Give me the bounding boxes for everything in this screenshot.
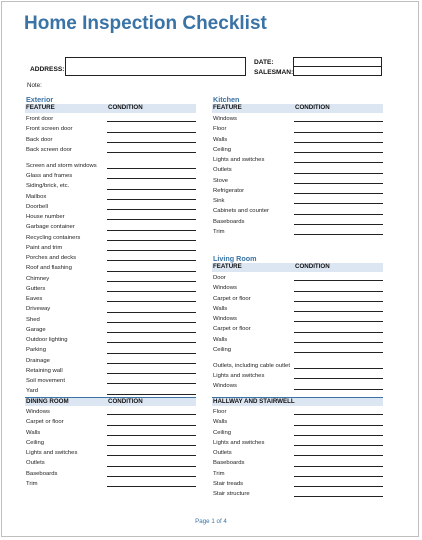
condition-line[interactable] xyxy=(294,224,383,225)
feature-label: Outlets xyxy=(213,450,232,457)
address-field[interactable] xyxy=(65,57,246,76)
checklist-row xyxy=(25,201,196,211)
condition-line[interactable] xyxy=(107,168,196,169)
feature-label: Recycling containers xyxy=(26,234,81,241)
checklist-row xyxy=(212,303,383,313)
feature-label: Trim xyxy=(26,480,38,487)
feature-label: Roof and flashing xyxy=(26,265,72,272)
feature-label: Walls xyxy=(213,336,228,343)
condition-line[interactable] xyxy=(107,132,196,133)
checklist-row xyxy=(212,416,383,426)
condition-line[interactable] xyxy=(107,312,196,313)
checklist-row xyxy=(25,427,196,437)
checklist-row xyxy=(25,180,196,190)
condition-line[interactable] xyxy=(107,353,196,354)
kitchen-header xyxy=(212,104,383,113)
kitchen-rows xyxy=(212,113,383,236)
exterior-rows xyxy=(25,113,196,396)
feature-label: Outlets xyxy=(213,167,232,174)
checklist-row xyxy=(25,191,196,201)
checklist-row xyxy=(25,232,196,242)
kitchen-section xyxy=(212,104,383,236)
feature-header: FEATURE xyxy=(213,263,242,270)
feature-label: Floor xyxy=(213,409,227,416)
condition-line[interactable] xyxy=(107,322,196,323)
feature-label: Windows xyxy=(213,316,237,323)
address-label: ADDRESS: xyxy=(30,66,65,73)
condition-line[interactable] xyxy=(107,291,196,292)
checklist-row xyxy=(25,365,196,375)
condition-line[interactable] xyxy=(107,486,196,487)
checklist-row xyxy=(212,313,383,323)
checklist-row xyxy=(212,282,383,292)
checklist-row xyxy=(212,427,383,437)
checklist-row xyxy=(25,242,196,252)
living-rows xyxy=(212,272,383,391)
salesman-label: SALESMAN: xyxy=(254,69,294,76)
feature-label: Baseboards xyxy=(213,460,245,467)
condition-line[interactable] xyxy=(294,280,383,281)
condition-line[interactable] xyxy=(107,121,196,122)
exterior-header xyxy=(25,104,196,113)
feature-label: Ceiling xyxy=(213,346,232,353)
condition-line[interactable] xyxy=(107,476,196,477)
feature-label: Walls xyxy=(213,419,228,426)
checklist-row xyxy=(212,447,383,457)
feature-label: Stove xyxy=(213,177,229,184)
condition-line[interactable] xyxy=(107,271,196,272)
feature-label: Stair treads xyxy=(213,480,244,487)
dining-section xyxy=(25,397,196,488)
feature-label: Shed xyxy=(26,316,40,323)
checklist-row xyxy=(25,221,196,231)
condition-line[interactable] xyxy=(107,199,196,200)
feature-label: Chimney xyxy=(26,275,50,282)
condition-line[interactable] xyxy=(294,162,383,163)
condition-line[interactable] xyxy=(294,203,383,204)
feature-label: Soil movement xyxy=(26,378,65,385)
feature-label: Outlets, including cable outlet xyxy=(213,362,290,369)
condition-line[interactable] xyxy=(107,230,196,231)
date-label: DATE: xyxy=(254,59,274,66)
condition-line[interactable] xyxy=(294,301,383,302)
feature-label: Outdoor lighting xyxy=(26,337,68,344)
condition-line[interactable] xyxy=(294,121,383,122)
checklist-row xyxy=(212,154,383,164)
checklist-row xyxy=(212,164,383,174)
checklist-row xyxy=(25,262,196,272)
condition-line[interactable] xyxy=(107,455,196,456)
checklist-row xyxy=(212,216,383,226)
page-title: Home Inspection Checklist xyxy=(24,13,267,34)
feature-label: Garage xyxy=(26,326,46,333)
checklist-row xyxy=(25,406,196,416)
feature-label: Carpet or floor xyxy=(26,419,64,426)
checklist-row xyxy=(25,334,196,344)
condition-line[interactable] xyxy=(294,142,383,143)
condition-line[interactable] xyxy=(294,173,383,174)
feature-header: FEATURE xyxy=(26,104,55,111)
exterior-section xyxy=(25,104,196,396)
note-label: Note: xyxy=(27,82,42,89)
feature-header: FEATURE xyxy=(213,104,242,111)
feature-label: Paint and trim xyxy=(26,244,63,251)
feature-label: Door xyxy=(213,275,226,282)
checklist-row xyxy=(212,293,383,303)
checklist-row xyxy=(212,437,383,447)
hallway-rows xyxy=(212,406,383,498)
condition-line[interactable] xyxy=(107,363,196,364)
condition-line[interactable] xyxy=(294,234,383,235)
checklist-row xyxy=(212,354,383,370)
condition-line[interactable] xyxy=(107,342,196,343)
feature-label: Back screen door xyxy=(26,146,72,153)
checklist-row xyxy=(212,334,383,344)
condition-line[interactable] xyxy=(107,332,196,333)
feature-label: Drainage xyxy=(26,357,50,364)
checklist-row xyxy=(25,437,196,447)
condition-line[interactable] xyxy=(294,132,383,133)
feature-label: Baseboards xyxy=(26,470,58,477)
checklist-row xyxy=(25,144,196,154)
feature-label: Eaves xyxy=(26,296,43,303)
condition-line[interactable] xyxy=(107,250,196,251)
condition-header: CONDITION xyxy=(295,263,330,270)
feature-label: Parking xyxy=(26,347,46,354)
checklist-row xyxy=(212,457,383,467)
feature-label: Glass and frames xyxy=(26,173,73,180)
feature-label: Walls xyxy=(213,136,228,143)
checklist-row xyxy=(25,314,196,324)
condition-line[interactable] xyxy=(107,414,196,415)
checklist-row xyxy=(25,252,196,262)
hallway-header xyxy=(212,397,383,406)
page-footer: Page 1 of 4 xyxy=(195,518,227,525)
feature-label: Lights and switches xyxy=(213,373,265,380)
condition-line[interactable] xyxy=(294,321,383,322)
checklist-row xyxy=(25,293,196,303)
feature-label: Windows xyxy=(26,409,50,416)
feature-label: Ceiling xyxy=(213,429,232,436)
checklist-row xyxy=(212,478,383,488)
condition-line[interactable] xyxy=(107,219,196,220)
checklist-row xyxy=(25,457,196,467)
feature-label: Refrigerator xyxy=(213,187,245,194)
condition-line[interactable] xyxy=(294,496,383,497)
condition-line[interactable] xyxy=(294,466,383,467)
condition-line[interactable] xyxy=(107,435,196,436)
condition-line[interactable] xyxy=(107,383,196,384)
feature-label: Lights and switches xyxy=(213,439,265,446)
condition-line[interactable] xyxy=(294,193,383,194)
condition-line[interactable] xyxy=(107,240,196,241)
checklist-row xyxy=(212,185,383,195)
checklist-row xyxy=(212,344,383,354)
living-header xyxy=(212,263,383,272)
checklist-row xyxy=(25,113,196,123)
condition-line[interactable] xyxy=(294,183,383,184)
feature-label: Sink xyxy=(213,198,225,205)
feature-label: Walls xyxy=(26,429,41,436)
checklist-row xyxy=(212,323,383,333)
hallway-title: HALLWAY AND STAIRWELL xyxy=(213,398,295,405)
checklist-row xyxy=(212,226,383,236)
checklist-row xyxy=(25,211,196,221)
condition-line[interactable] xyxy=(294,389,383,390)
checklist-row xyxy=(212,488,383,498)
checklist-row xyxy=(212,195,383,205)
condition-line[interactable] xyxy=(294,291,383,292)
feature-label: Gutters xyxy=(26,285,46,292)
condition-line[interactable] xyxy=(107,301,196,302)
condition-line[interactable] xyxy=(294,332,383,333)
dining-header xyxy=(25,397,196,406)
feature-label: Walls xyxy=(213,305,228,312)
living-title: Living Room xyxy=(213,254,257,263)
condition-line[interactable] xyxy=(107,394,196,395)
feature-label: Back door xyxy=(26,136,53,143)
condition-line[interactable] xyxy=(107,466,196,467)
feature-label: Baseboards xyxy=(213,218,245,225)
feature-label: Front door xyxy=(26,116,54,123)
feature-label: Trim xyxy=(213,228,225,235)
checklist-row xyxy=(25,355,196,365)
condition-line[interactable] xyxy=(294,342,383,343)
checklist-row xyxy=(212,123,383,133)
condition-line[interactable] xyxy=(107,142,196,143)
kitchen-title: Kitchen xyxy=(213,95,240,104)
feature-label: Windows xyxy=(213,383,237,390)
condition-line[interactable] xyxy=(294,414,383,415)
condition-line[interactable] xyxy=(294,311,383,312)
condition-line[interactable] xyxy=(107,281,196,282)
feature-label: Mailbox xyxy=(26,193,47,200)
feature-label: Ceiling xyxy=(26,439,45,446)
condition-line[interactable] xyxy=(107,189,196,190)
checklist-row xyxy=(212,380,383,390)
checklist-row xyxy=(25,468,196,478)
condition-header: CONDITION xyxy=(295,104,330,111)
condition-line[interactable] xyxy=(107,152,196,153)
checklist-row xyxy=(25,375,196,385)
feature-label: Stair structure xyxy=(213,491,250,498)
condition-line[interactable] xyxy=(294,352,383,353)
dining-rows xyxy=(25,406,196,488)
condition-line[interactable] xyxy=(294,214,383,215)
checklist-row xyxy=(25,170,196,180)
checklist-row xyxy=(212,272,383,282)
feature-label: Garbage container xyxy=(26,224,75,231)
feature-label: Ceiling xyxy=(213,146,232,153)
condition-line[interactable] xyxy=(107,260,196,261)
condition-line[interactable] xyxy=(107,445,196,446)
checklist-row xyxy=(212,370,383,380)
living-section xyxy=(212,263,383,391)
salesman-field[interactable] xyxy=(293,66,382,76)
checklist-row xyxy=(212,468,383,478)
feature-label: Windows xyxy=(213,285,237,292)
checklist-row xyxy=(212,134,383,144)
condition-line[interactable] xyxy=(107,373,196,374)
feature-label: Screen and storm windows xyxy=(26,162,97,169)
condition-line[interactable] xyxy=(107,209,196,210)
checklist-row xyxy=(25,273,196,283)
condition-line[interactable] xyxy=(294,378,383,379)
checklist-row xyxy=(212,406,383,416)
checklist-row xyxy=(212,144,383,154)
feature-label: Porches and decks xyxy=(26,255,77,262)
condition-line[interactable] xyxy=(294,455,383,456)
checklist-row xyxy=(25,344,196,354)
condition-line[interactable] xyxy=(294,368,383,369)
exterior-title: Exterior xyxy=(26,95,54,104)
checklist-row xyxy=(25,134,196,144)
feature-label: Doorbell xyxy=(26,203,48,210)
checklist-row xyxy=(25,385,196,395)
checklist-row xyxy=(25,303,196,313)
feature-label: Carpet or floor xyxy=(213,295,251,302)
condition-line[interactable] xyxy=(294,486,383,487)
feature-label: Floor xyxy=(213,126,227,133)
condition-line[interactable] xyxy=(107,178,196,179)
checklist-row xyxy=(212,205,383,215)
feature-label: Windows xyxy=(213,116,237,123)
condition-line[interactable] xyxy=(107,425,196,426)
checklist-row xyxy=(212,175,383,185)
feature-label: Front screen door xyxy=(26,126,73,133)
feature-label: Cabinets and counter xyxy=(213,208,269,215)
condition-line[interactable] xyxy=(294,435,383,436)
condition-line[interactable] xyxy=(294,425,383,426)
feature-label: Trim xyxy=(213,470,225,477)
checklist-row xyxy=(25,416,196,426)
feature-label: Carpet or floor xyxy=(213,326,251,333)
dining-title: DINING ROOM xyxy=(26,398,69,405)
condition-line[interactable] xyxy=(294,476,383,477)
condition-header: CONDITION xyxy=(108,104,143,111)
checklist-row xyxy=(25,447,196,457)
feature-label: Lights and switches xyxy=(26,450,78,457)
condition-line[interactable] xyxy=(294,152,383,153)
checklist-row xyxy=(25,324,196,334)
checklist-row xyxy=(25,283,196,293)
checklist-row xyxy=(25,123,196,133)
feature-label: Lights and switches xyxy=(213,157,265,164)
hallway-section xyxy=(212,397,383,498)
checklist-row xyxy=(25,154,196,170)
feature-label: Siding/brick, etc. xyxy=(26,183,70,190)
condition-line[interactable] xyxy=(294,445,383,446)
feature-label: Outlets xyxy=(26,460,45,467)
condition-header: CONDITION xyxy=(108,398,143,405)
feature-label: House number xyxy=(26,214,65,221)
feature-label: Driveway xyxy=(26,306,51,313)
feature-label: Yard xyxy=(26,388,39,395)
checklist-row xyxy=(212,113,383,123)
checklist-row xyxy=(25,478,196,488)
feature-label: Retaining wall xyxy=(26,367,63,374)
